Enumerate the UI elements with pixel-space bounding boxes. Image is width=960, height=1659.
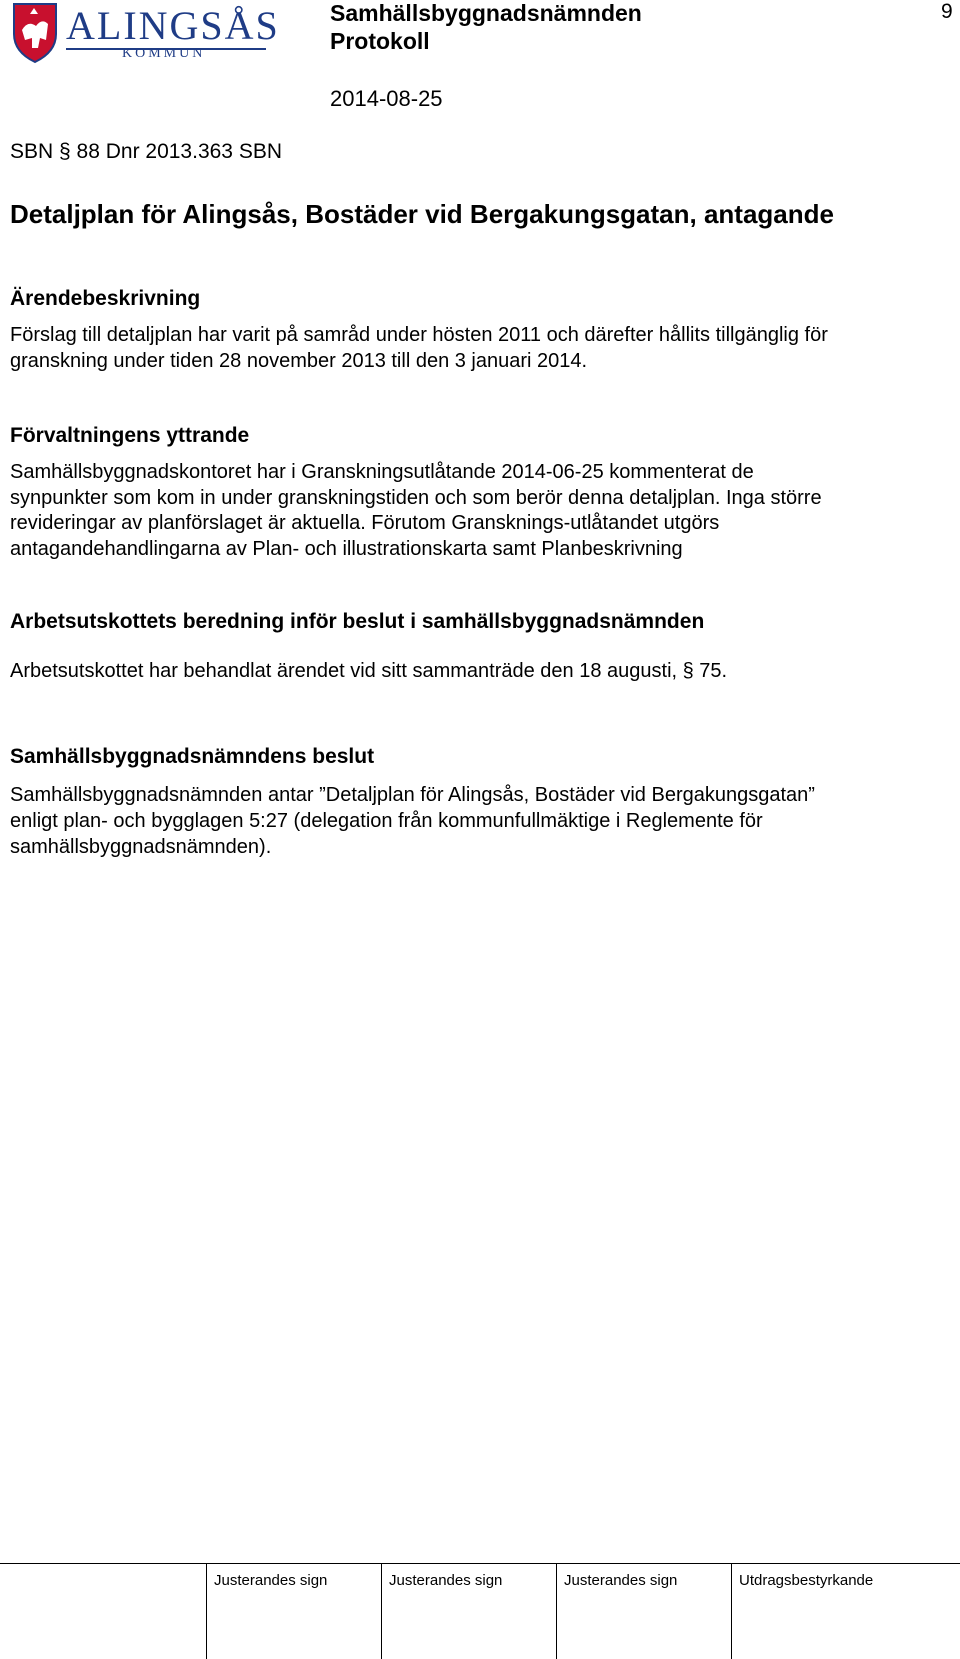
document-title: Detaljplan för Alingsås, Bostäder vid Bergakungsgatan, antagande bbox=[10, 199, 834, 229]
footer-sign-label: Justerandes sign bbox=[389, 1572, 503, 1589]
paragraph-line: revideringar av planförslaget är aktuella. Förutom Gransknings-utlåtandet utgörs bbox=[10, 512, 720, 534]
footer-divider bbox=[381, 1563, 382, 1659]
case-reference: SBN § 88 Dnr 2013.363 SBN bbox=[10, 140, 282, 163]
document-type: Protokoll bbox=[330, 28, 430, 54]
meeting-date: 2014-08-25 bbox=[330, 86, 443, 111]
paragraph-line: granskning under tiden 28 november 2013 till den 3 januari 2014. bbox=[10, 350, 588, 372]
section-heading-beslut: Samhällsbyggnadsnämndens beslut bbox=[10, 745, 375, 768]
paragraph-line: samhällsbyggnadsnämnden). bbox=[10, 836, 272, 858]
footer-sign-label: Justerandes sign bbox=[214, 1572, 328, 1589]
paragraph-line: synpunkter som kom in under granskningstiden och som berör denna detaljplan. Inga större bbox=[10, 487, 822, 509]
paragraph-line: enligt plan- och bygglagen 5:27 (delegation från kommunfullmäktige i Reglemente för bbox=[10, 810, 763, 832]
footer-certification-label: Utdragsbestyrkande bbox=[739, 1572, 874, 1589]
logo-wordmark: ALINGSÅS bbox=[66, 3, 280, 48]
footer-divider bbox=[206, 1563, 207, 1659]
logo-subtitle: KOMMUN bbox=[122, 46, 206, 61]
footer-sign-label: Justerandes sign bbox=[564, 1572, 678, 1589]
committee-name: Samhällsbyggnadsnämnden bbox=[330, 0, 642, 26]
paragraph-line: Förslag till detaljplan har varit på samråd under hösten 2011 och därefter hållits tillgänglig för bbox=[10, 324, 828, 346]
section-heading-forvaltningens-yttrande: Förvaltningens yttrande bbox=[10, 424, 250, 447]
footer-divider bbox=[556, 1563, 557, 1659]
paragraph-line: Samhällsbyggnadskontoret har i Granskningsutlåtande 2014-06-25 kommenterat de bbox=[10, 461, 754, 483]
footer-divider bbox=[731, 1563, 732, 1659]
footer-rule bbox=[0, 1563, 960, 1564]
page-number: 9 bbox=[941, 0, 953, 23]
paragraph-line: antagandehandlingarna av Plan- och illustrationskarta samt Planbeskrivning bbox=[10, 538, 683, 560]
section-heading-arendebeskrivning: Ärendebeskrivning bbox=[10, 287, 201, 310]
paragraph-line: Arbetsutskottet har behandlat ärendet vid sitt sammanträde den 18 augusti, § 75. bbox=[10, 660, 728, 682]
section-heading-arbetsutskottets-beredning: Arbetsutskottets beredning inför beslut i samhällsbyggnadsnämnden bbox=[10, 610, 705, 633]
paragraph-line: Samhällsbyggnadsnämnden antar ”Detaljplan för Alingsås, Bostäder vid Bergakungsgatan” bbox=[10, 784, 815, 806]
